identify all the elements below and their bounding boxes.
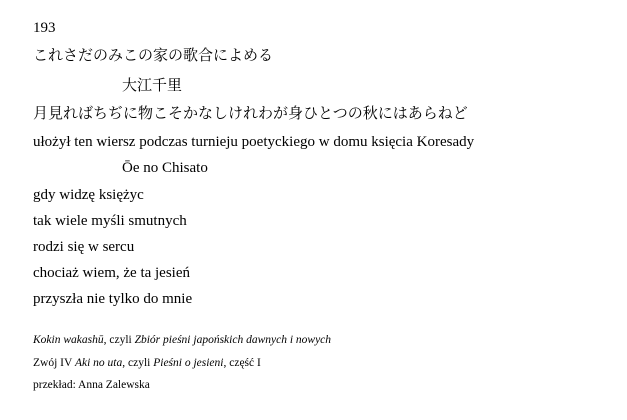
poem-line-3: rodzi się w sercu — [33, 239, 135, 255]
source-volume-subtitle: Pieśni o jesieni — [153, 357, 224, 369]
source-collection-subtitle: Zbiór pieśni japońskich dawnych i nowych — [134, 334, 332, 346]
source-line-2 — [33, 356, 261, 370]
poem-line-1: gdy widzę księżyc — [33, 187, 144, 203]
source-volume-connector: , czyli — [122, 357, 154, 369]
japanese-verse: 月見ればちぢに物こそかなしけれわが身ひとつの秋にはあらねど — [33, 104, 468, 122]
polish-author: Ōe no Chisato — [122, 160, 208, 176]
source-collection-title: Kokin wakashū — [33, 334, 104, 346]
source-volume-title: Aki no uta — [74, 357, 123, 369]
poem-number: 193 — [33, 20, 56, 36]
source-volume-suffix: , część I — [223, 357, 261, 369]
poem-line-4: chociaż wiem, że ta jesień — [33, 265, 191, 281]
polish-heading: ułożył ten wiersz podczas turnieju poetyckiego w domu księcia Koresady — [33, 134, 475, 150]
japanese-author: 大江千里 — [122, 76, 183, 94]
poem-line-2: tak wiele myśli smutnych — [33, 213, 187, 229]
japanese-heading: これさだのみこの家の歌合によめる — [33, 46, 274, 64]
source-volume-prefix: Zwój IV — [33, 357, 75, 369]
poem-line-5: przyszła nie tylko do mnie — [33, 291, 193, 307]
translator-credit: przekład: Anna Zalewska — [33, 379, 150, 391]
source-connector: , czyli — [103, 334, 135, 346]
source-line-1 — [33, 333, 331, 347]
